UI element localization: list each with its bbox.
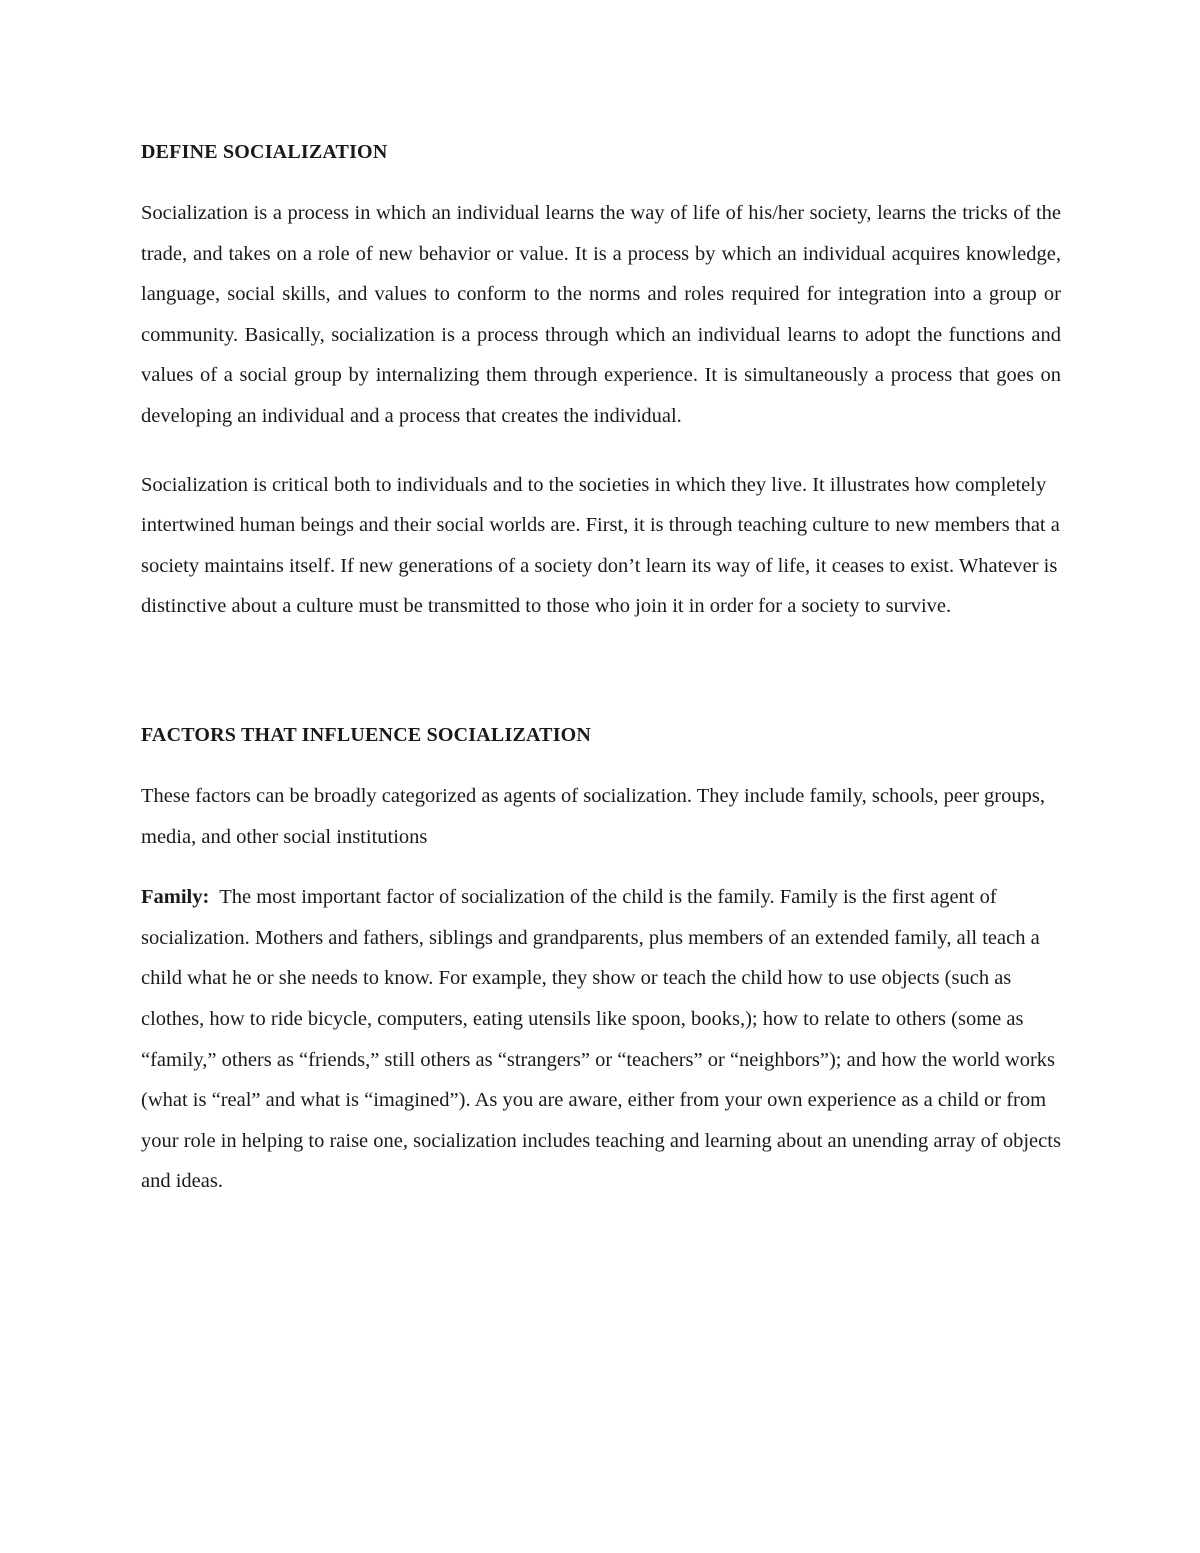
section-heading-factors: FACTORS THAT INFLUENCE SOCIALIZATION: [141, 723, 592, 746]
family-label: Family:: [141, 886, 210, 909]
section-heading-define-socialization: DEFINE SOCIALIZATION: [141, 141, 388, 163]
document-body: [141, 138, 1061, 1202]
family-text: The most important factor of socialization of the child is the family. Family is the first agent of socialization. Mothers and fathers, siblings and grandparents, plus members of an extended family, all teach a child what he or she needs to know. For example, they show or teach the child how to use objects (such as clothes, how to ride bicycle, computers, eating utensils like spoon, books,); how to relate to others (some as “family,” others as “friends,” still others as “strangers” or “teachers” or “neighbors”); and how the world works (what is “real” and what is “imagined”). As you are aware, either from your own experience as a child or from your role in helping to raise one, socialization includes teaching and learning about an unending array of objects and ideas.: [141, 886, 1061, 1193]
paragraph-socialization-definition: Socialization is a process in which an individual learns the way of life of his/her society, learns the tricks of the trade, and takes on a role of new behavior or value. It is a process by which an individual acquires knowledge, language, social skills, and values to conform to the norms and roles required for integration into a group or community. Basically, socialization is a process through which an individual learns to adopt the functions and values of a social group by internalizing them through experience. It is simultaneously a process that goes on developing an individual and a process that creates the individual.: [141, 202, 1061, 427]
paragraph-family: [141, 877, 1061, 1202]
paragraph-socialization-importance: Socialization is critical both to individuals and to the societies in which they live. It illustrates how completely intertwined human beings and their social worlds are. First, it is through teaching culture to new members that a society maintains itself. If new generations of a society don’t learn its way of life, it ceases to exist. Whatever is distinctive about a culture must be transmitted to those who join it in order for a society to survive.: [141, 473, 1060, 618]
paragraph-agents-of-socialization: These factors can be broadly categorized as agents of socialization. They include family, schools, peer groups, media, and other social institutions: [141, 784, 1045, 848]
